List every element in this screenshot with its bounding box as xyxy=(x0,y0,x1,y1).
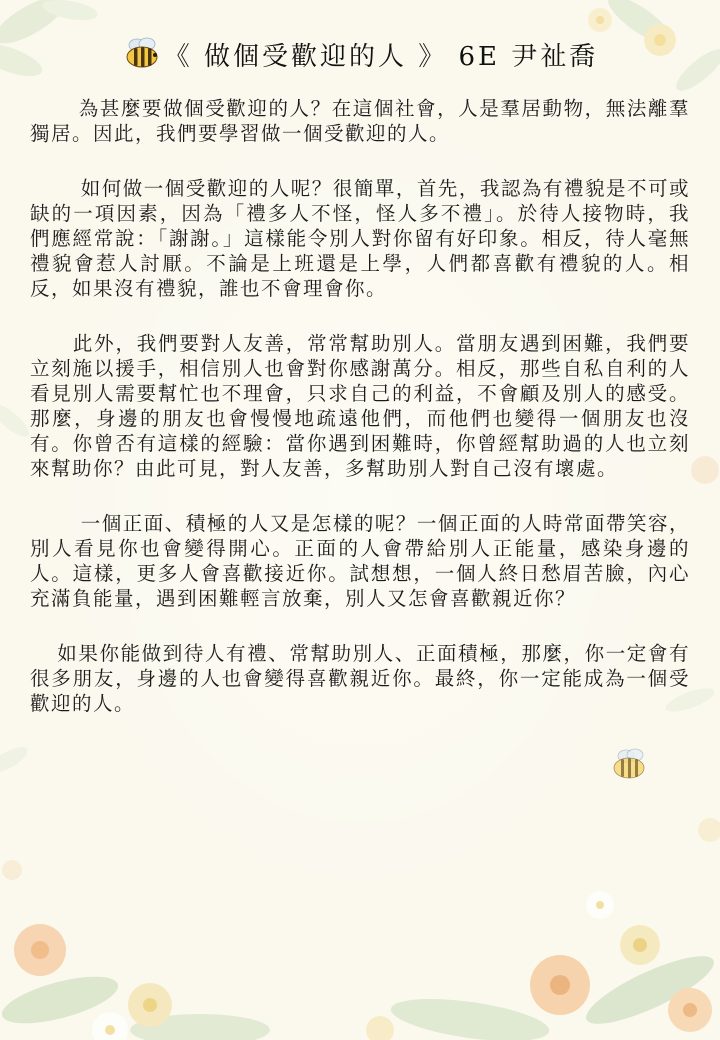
essay-body xyxy=(30,96,690,746)
paragraph-1: 為甚麼要做個受歡迎的人？在這個社會，人是羣居動物，無法離羣獨居。因此，我們要學習做一個受歡迎的人。 xyxy=(30,97,690,145)
bee-icon xyxy=(122,37,162,71)
paragraph-3: 此外，我們要對人友善，常常幫助別人。當朋友遇到困難，我們要立刻施以援手，相信別人也會對你感謝萬分。相反，那些自私自利的人看見別人需要幫忙也不理會，只求自己的利益，不會顧及別人的感受。那麼，身邊的朋友也會慢慢地疏遠他們，而他們也變得一個朋友也沒有。你曾否有這樣的經驗：當你遇到困難時，你曾經幫助過的人也立刻來幫助你？由此可見，對人友善，多幫助別人對自己沒有壞處。 xyxy=(30,332,690,480)
page-title: 《 做個受歡迎的人 》 6E 尹祉喬 xyxy=(163,41,599,72)
paragraph-5: 如果你能做到待人有禮、常幫助別人、正面積極，那麼，你一定會有很多朋友，身邊的人也會變得喜歡親近你。最終，你一定能成為一個受歡迎的人。 xyxy=(30,642,690,715)
title-row xyxy=(0,30,720,78)
bee-icon xyxy=(608,748,650,782)
paragraph-2: 如何做一個受歡迎的人呢？很簡單，首先，我認為有禮貌是不可或缺的一項因素，因為「禮多人不怪，怪人多不禮」。於待人接物時，我們應經常說：「謝謝。」這樣能令別人對你留有好印象。相反，待人毫無禮貌會惹人討厭。不論是上班還是上學，人們都喜歡有禮貌的人。相反，如果沒有禮貌，誰也不會理會你。 xyxy=(30,177,690,300)
paragraph-4: 一個正面、積極的人又是怎樣的呢？一個正面的人時常面帶笑容，別人看見你也會變得開心。正面的人會帶給別人正能量，感染身邊的人。這樣，更多人會喜歡接近你。試想想，一個人終日愁眉苦臉，內心充滿負能量，遇到困難輕言放棄，別人又怎會喜歡親近你？ xyxy=(30,512,690,610)
